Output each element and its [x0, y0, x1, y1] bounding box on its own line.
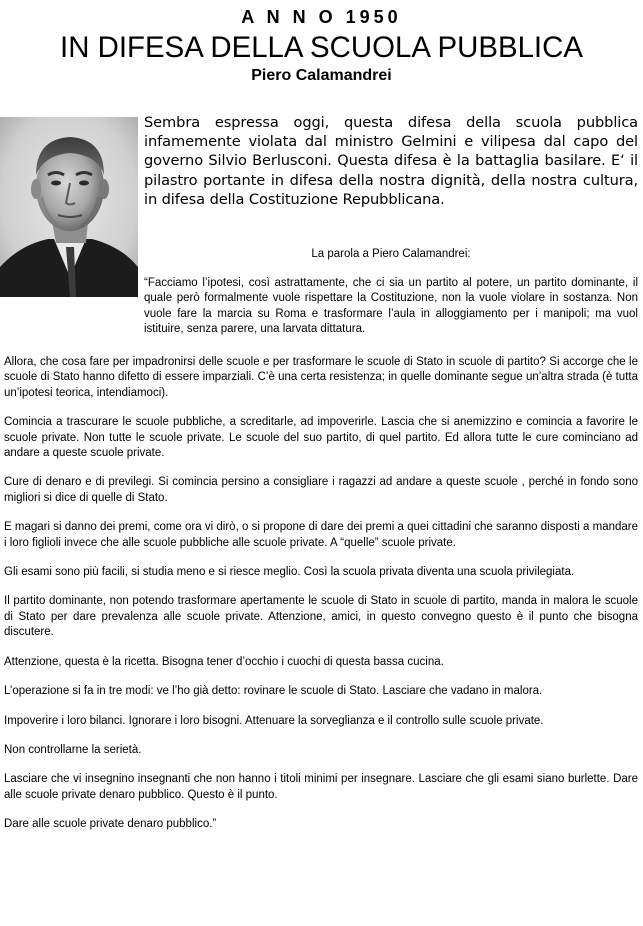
- paragraph: E magari si danno dei premi, come ora vi dirò, o si propone di dare dei premi a quei cittadini che saranno disposti a mandare i loro figlioli invece che alle scuole pubbliche alle scuole private. A “quelle” scuole private.: [4, 521, 638, 549]
- paragraph: Allora, che cosa fare per impadronirsi delle scuole e per trasformare le scuole di Stato in scuole di partito? Si accorge che le scuole di Stato hanno difetto di essere imparziali. C’è una certa resistenza; in quelle dominante segue un’altra strada (è tutta un’ipotesi teorica, intendiamoci).: [4, 356, 638, 399]
- paragraph: Attenzione, questa è la ricetta. Bisogna tener d’occhio i cuochi di questa bassa cucina.: [4, 655, 444, 668]
- paragraph: Gli esami sono più facili, si studia meno e si riesce meglio. Così la scuola privata diventa una scuola privilegiata.: [4, 566, 575, 579]
- paragraph: Dare alle scuole private denaro pubblico.”: [4, 818, 217, 831]
- paragraph: Cure di denaro e di previlegi. Si comincia persino a consigliare i ragazzi ad andare a queste scuole , perché in fondo sono migliori si dice di quelle di Stato.: [4, 476, 638, 504]
- intro-paragraph: Sembra espressa oggi, questa difesa della scuola pubblica infamemente violata dal ministro Gelmini e vilipesa dal capo del governo Silvio Berlusconi. Questa difesa è la battaglia basilare. E‘ il pilastro portante in difesa della nostra dignità, della nostra cultura, in difesa della Costituzione Repubblicana.: [144, 114, 638, 208]
- author-portrait-photo: [0, 117, 138, 297]
- speech-paragraphs: [4, 355, 638, 847]
- year-kicker: A N N O 1950: [241, 7, 402, 27]
- portrait-illustration: [0, 117, 138, 297]
- article-title: IN DIFESA DELLA SCUOLA PUBBLICA: [60, 31, 583, 64]
- paragraph: Il partito dominante, non potendo trasformare apertamente le scuole di Stato in scuole di partito, manda in malora le scuole di Stato per dare prevalenza alle scuole private. Attenzione, amici, in questo convegno questo è il punto che bisogna discutere.: [4, 595, 638, 639]
- paragraph: Lasciare che vi insegnino insegnanti che non hanno i titoli minimi per insegnare. Lasciare che gli esami siano burlette. Dare alle scuole private denaro pubblico. Questo è il punto.: [4, 773, 638, 801]
- lead-in-line: La parola a Piero Calamandrei:: [311, 248, 471, 260]
- paragraph: L’operazione si fa in tre modi: ve l’ho già detto: rovinare le scuole di Stato. Lasciare che vadano in malora.: [4, 685, 543, 698]
- paragraph: Comincia a trascurare le scuole pubbliche, a screditarle, ad impoverirle. Lascia che si anemizzino e comincia a favorire le scuole private. Non tutte le scuole private. Le scuole del suo partito, di quel partito. Ed allora tutte le cure cominciano ad andare a queste scuole private.: [4, 416, 638, 460]
- author-name: Piero Calamandrei: [251, 67, 392, 84]
- quote-opening-paragraph: “Facciamo l’ipotesi, così astrattamente, che ci sia un partito al potere, un partito dominante, il quale però formalmente vuole rispettare la Costituzione, non la vuole violare in sostanza. Non vuole fare la marcia su Roma e trasformare l’aula in alloggiamento per i manipoli; ma vuol istituire, senza parere, una larvata dittatura.: [144, 277, 638, 336]
- paragraph: Impoverire i loro bilanci. Ignorare i loro bisogni. Attenuare la sorveglianza e il controllo sulle scuole private.: [4, 714, 544, 727]
- paragraph: Non controllarne la serietà.: [4, 743, 142, 756]
